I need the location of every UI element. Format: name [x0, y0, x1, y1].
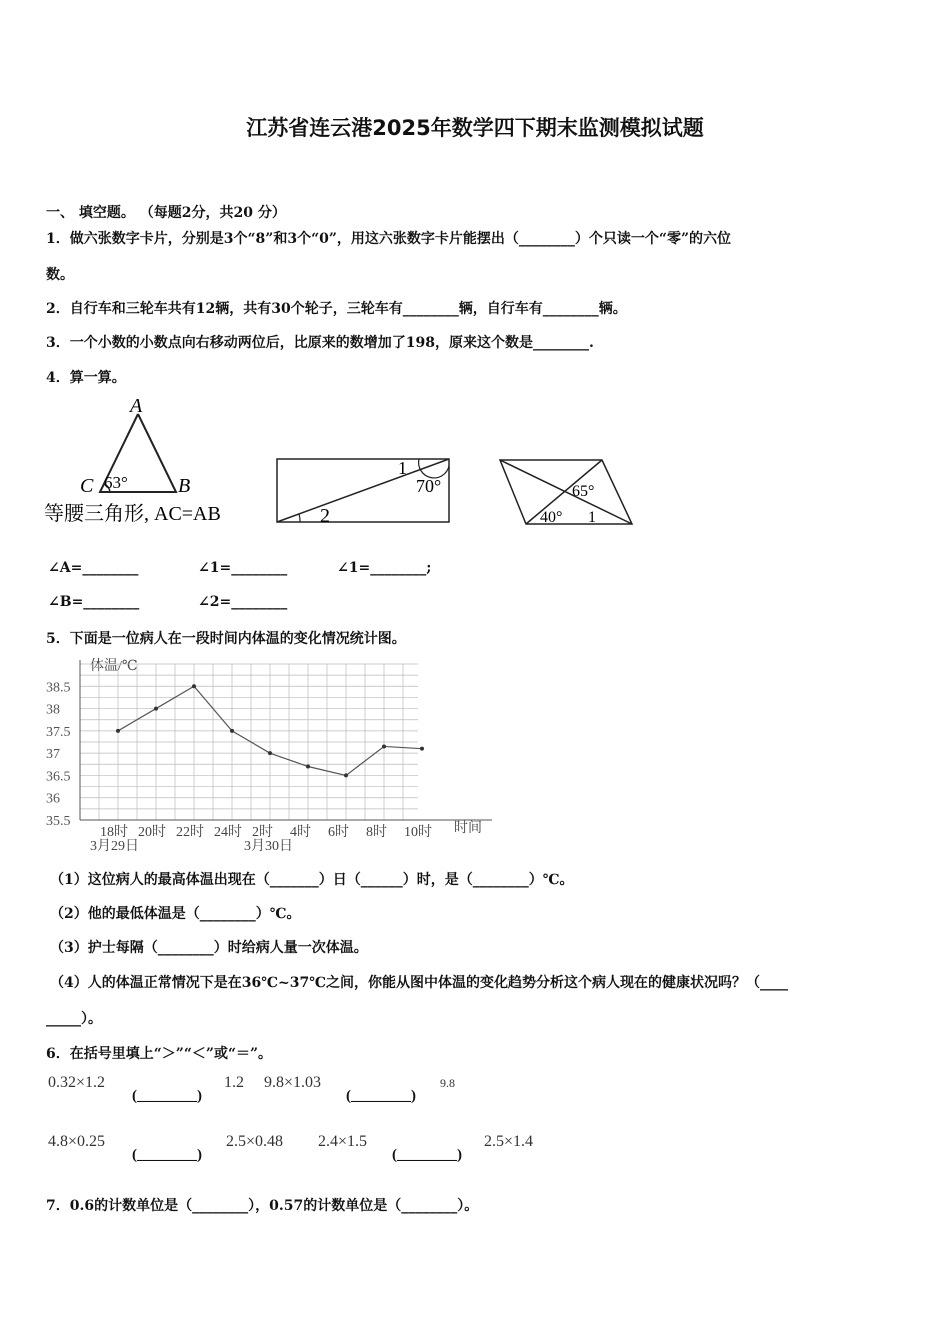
angle-65: 65°	[572, 483, 595, 500]
expr-4: 9.8	[440, 1076, 455, 1090]
parallelogram-figure	[492, 452, 642, 532]
triangle-figure	[40, 392, 260, 532]
question-2: 2．自行车和三轮车共有12辆，共有30个轮子，三轮车有________辆，自行车有________辆。	[46, 301, 627, 317]
x-tick-label: 4时	[290, 825, 311, 840]
question-6: 6．在括号里填上“＞”“＜”或“＝”。	[46, 1046, 273, 1062]
question-1: 1．做六张数字卡片，分别是3个“8”和3个“0”，用这六张数字卡片能摆出（________）个只读一个“零”的六位	[46, 231, 732, 247]
question-1-cont: 数。	[46, 267, 74, 283]
data-point	[192, 684, 196, 688]
data-point	[230, 729, 234, 733]
chart-ylabel: 体温/℃	[90, 659, 138, 674]
question-3: 3．一个小数的小数点向右移动两位后，比原来的数增加了198，原来这个数是________.	[46, 335, 594, 351]
question-5-4: （4）人的体温正常情况下是在36℃~37℃之间，你能从图中体温的变化趋势分析这个病人现在的健康状况吗？（____	[50, 975, 788, 991]
x-tick-label: 22时	[176, 825, 204, 840]
answer-angle-a: ∠A=________	[48, 560, 139, 576]
y-tick-label: 37.5	[46, 724, 71, 740]
question-4: 4．算一算。	[46, 370, 126, 386]
x-tick-label: 24时	[214, 825, 242, 840]
label-1: 1	[398, 458, 407, 478]
data-point	[116, 729, 120, 733]
x-tick-label: 20时	[138, 825, 166, 840]
angle-63: 63°	[104, 473, 128, 492]
expr-3: 9.8×1.03	[264, 1074, 322, 1091]
y-tick-label: 35.5	[46, 814, 71, 829]
y-tick-label: 38	[46, 702, 60, 718]
blank-4[interactable]: (________)	[392, 1147, 462, 1163]
x-tick-label: 18时	[100, 825, 128, 840]
page-title: 江苏省连云港2025年数学四下期末监测模拟试题	[246, 116, 704, 140]
answer-angle-b: ∠B=________	[48, 594, 140, 610]
question-7: 7．0.6的计数单位是（________），0.57的计数单位是（________）。	[46, 1198, 479, 1214]
question-5-2: （2）他的最低体温是（________）℃。	[50, 906, 301, 922]
blank-2[interactable]: (________)	[346, 1088, 416, 1104]
triangle-caption: 等腰三角形, AC=AB	[44, 503, 221, 525]
answer-angle-1-b: ∠1=________;	[337, 560, 432, 576]
y-tick-label: 38.5	[46, 680, 71, 696]
rectangle-figure	[270, 452, 460, 532]
answer-angle-2: ∠2=________	[198, 594, 288, 610]
y-tick-label: 37	[46, 747, 60, 763]
label-b: B	[178, 475, 191, 497]
expr-1: 0.32×1.2	[48, 1074, 106, 1091]
blank-1[interactable]: (________)	[132, 1088, 202, 1104]
x-tick-label: 6时	[328, 825, 349, 840]
question-5-4-cont: _____）。	[46, 1011, 102, 1027]
label-a: A	[130, 395, 143, 417]
label-c: C	[80, 475, 94, 497]
label-2: 2	[320, 505, 330, 527]
chart-date-2: 3月30日	[244, 839, 293, 854]
chart-date-1: 3月29日	[90, 839, 139, 854]
angle-40: 40°	[540, 509, 563, 526]
data-point	[344, 773, 348, 777]
question-5-1: （1）这位病人的最高体温出现在（_______）日（______）时，是（________）℃。	[50, 872, 574, 888]
data-point	[382, 744, 386, 748]
angle-70: 70°	[416, 476, 442, 496]
data-point	[420, 747, 424, 751]
question-5-3: （3）护士每隔（________）时给病人量一次体温。	[50, 940, 368, 956]
data-point	[306, 765, 310, 769]
x-tick-label: 2时	[252, 825, 273, 840]
section-heading: 一、 填空题。 （每题2分，共20 分）	[46, 205, 286, 221]
blank-3[interactable]: (________)	[132, 1147, 202, 1163]
expr-7: 2.4×1.5	[318, 1133, 368, 1150]
chart-xlabel: 时间	[454, 821, 482, 836]
expr-2: 1.2	[224, 1074, 244, 1091]
expr-8: 2.5×1.4	[484, 1133, 534, 1150]
data-point	[154, 707, 158, 711]
temperature-chart	[40, 652, 500, 862]
x-tick-label: 10时	[404, 825, 432, 840]
y-tick-label: 36.5	[46, 769, 71, 785]
x-tick-label: 8时	[366, 825, 387, 840]
question-5: 5．下面是一位病人在一段时间内体温的变化情况统计图。	[46, 631, 406, 647]
data-point	[268, 751, 272, 755]
label-1-parallelogram: 1	[588, 509, 596, 526]
y-tick-label: 36	[46, 791, 60, 807]
answer-angle-1: ∠1=________	[198, 560, 288, 576]
expr-6: 2.5×0.48	[226, 1133, 284, 1150]
expr-5: 4.8×0.25	[48, 1133, 106, 1150]
